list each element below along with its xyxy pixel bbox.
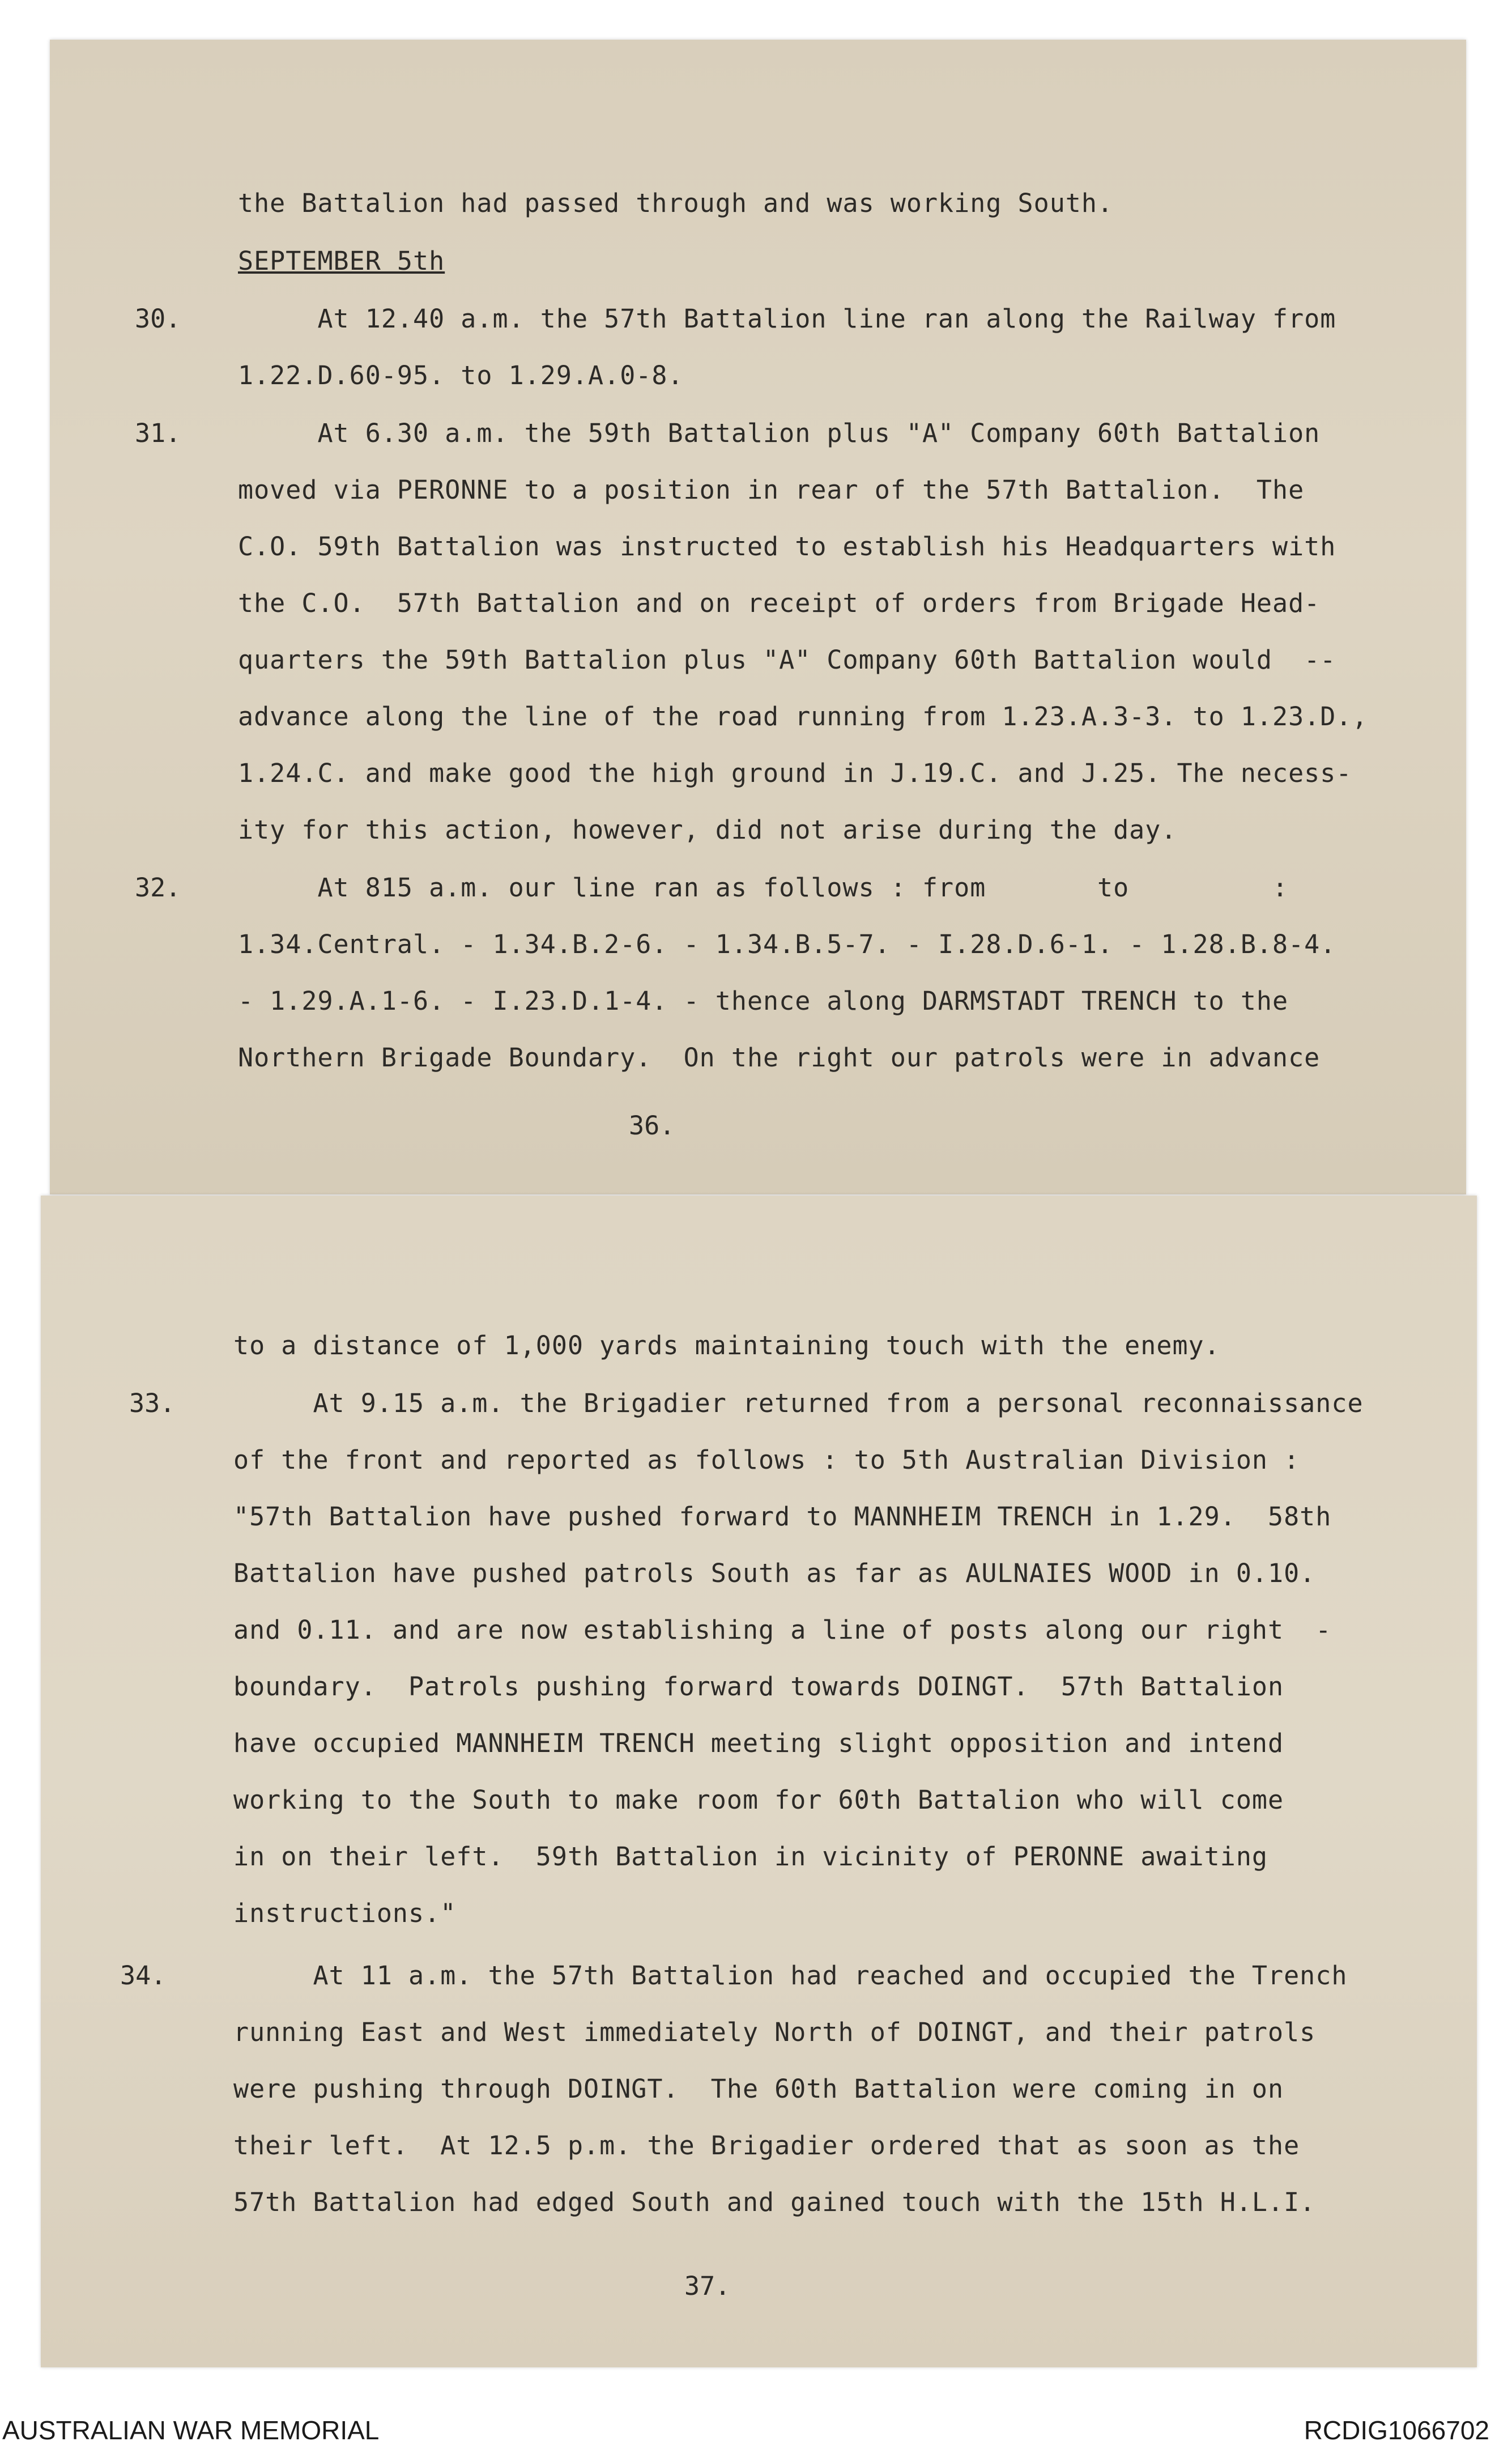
section-heading-september-5th: SEPTEMBER 5th xyxy=(238,246,445,276)
paragraph-number-34: 34. xyxy=(120,1961,167,1991)
continuation-line: the Battalion had passed through and was working South. xyxy=(238,188,1114,218)
paragraph-33-line: have occupied MANNHEIM TRENCH meeting slight opposition and intend xyxy=(233,1728,1284,1758)
footer-institution-label: AUSTRALIAN WAR MEMORIAL xyxy=(2,2416,380,2445)
paragraph-33-line: working to the South to make room for 60th Battalion who will come xyxy=(233,1785,1284,1815)
paragraph-34-line: running East and West immediately North of DOINGT, and their patrols xyxy=(233,2017,1316,2047)
paragraph-33-line: boundary. Patrols pushing forward towards DOINGT. 57th Battalion xyxy=(233,1672,1284,1702)
page-number: 36. xyxy=(629,1111,675,1141)
paragraph-number-33: 33. xyxy=(129,1388,176,1418)
paragraph-33-line: At 9.15 a.m. the Brigadier returned from a personal reconnaissance xyxy=(233,1388,1364,1418)
paragraph-number-30: 30. xyxy=(135,304,181,334)
paragraph-30-line: 1.22.D.60-95. to 1.29.A.0-8. xyxy=(238,360,684,390)
paragraph-31-line: At 6.30 a.m. the 59th Battalion plus "A" Company 60th Battalion xyxy=(238,418,1321,448)
paragraph-number-31: 31. xyxy=(135,418,181,448)
footer-record-id: RCDIG1066702 xyxy=(1304,2416,1489,2445)
paragraph-30-line: At 12.40 a.m. the 57th Battalion line ran along the Railway from xyxy=(238,304,1336,334)
paragraph-34-line: At 11 a.m. the 57th Battalion had reached and occupied the Trench xyxy=(233,1961,1348,1991)
paragraph-31-line: 1.24.C. and make good the high ground in J.19.C. and J.25. The necess- xyxy=(238,758,1352,788)
paragraph-31-line: C.O. 59th Battalion was instructed to establish his Headquarters with xyxy=(238,531,1336,562)
paragraph-32-line: - 1.29.A.1-6. - I.23.D.1-4. - thence along DARMSTADT TRENCH to the xyxy=(238,986,1289,1016)
paragraph-number-32: 32. xyxy=(135,873,181,903)
paragraph-31-line: the C.O. 57th Battalion and on receipt of orders from Brigade Head- xyxy=(238,588,1321,618)
paragraph-31-line: ity for this action, however, did not arise during the day. xyxy=(238,815,1177,845)
page-number: 37. xyxy=(684,2271,731,2301)
paragraph-33-line: "57th Battalion have pushed forward to MANNHEIM TRENCH in 1.29. 58th xyxy=(233,1502,1332,1532)
paragraph-34-line: their left. At 12.5 p.m. the Brigadier ordered that as soon as the xyxy=(233,2130,1300,2161)
paragraph-31-line: moved via PERONNE to a position in rear of the 57th Battalion. The xyxy=(238,475,1305,505)
paragraph-32-line: At 815 a.m. our line ran as follows : from to : xyxy=(238,873,1289,903)
paragraph-33-line: Battalion have pushed patrols South as far as AULNAIES WOOD in 0.10. xyxy=(233,1558,1316,1588)
paragraph-34-line: were pushing through DOINGT. The 60th Battalion were coming in on xyxy=(233,2074,1284,2104)
document-page-36 xyxy=(50,40,1466,1194)
document-page-37 xyxy=(41,1196,1477,2367)
paragraph-33-line: and 0.11. and are now establishing a line of posts along our right - xyxy=(233,1615,1332,1645)
paragraph-32-line: 1.34.Central. - 1.34.B.2-6. - 1.34.B.5-7. - I.28.D.6-1. - 1.28.B.8-4. xyxy=(238,929,1336,959)
paragraph-31-line: advance along the line of the road running from 1.23.A.3-3. to 1.23.D., xyxy=(238,701,1368,732)
continuation-line: to a distance of 1,000 yards maintaining touch with the enemy. xyxy=(233,1330,1220,1360)
paragraph-33-line: in on their left. 59th Battalion in vicinity of PERONNE awaiting xyxy=(233,1842,1268,1872)
paragraph-31-line: quarters the 59th Battalion plus "A" Company 60th Battalion would -- xyxy=(238,645,1336,675)
paragraph-33-line: instructions." xyxy=(233,1898,457,1928)
paragraph-33-line: of the front and reported as follows : to 5th Australian Division : xyxy=(233,1445,1300,1475)
paragraph-32-line: Northern Brigade Boundary. On the right our patrols were in advance xyxy=(238,1043,1321,1073)
paragraph-34-line: 57th Battalion had edged South and gained touch with the 15th H.L.I. xyxy=(233,2187,1316,2217)
